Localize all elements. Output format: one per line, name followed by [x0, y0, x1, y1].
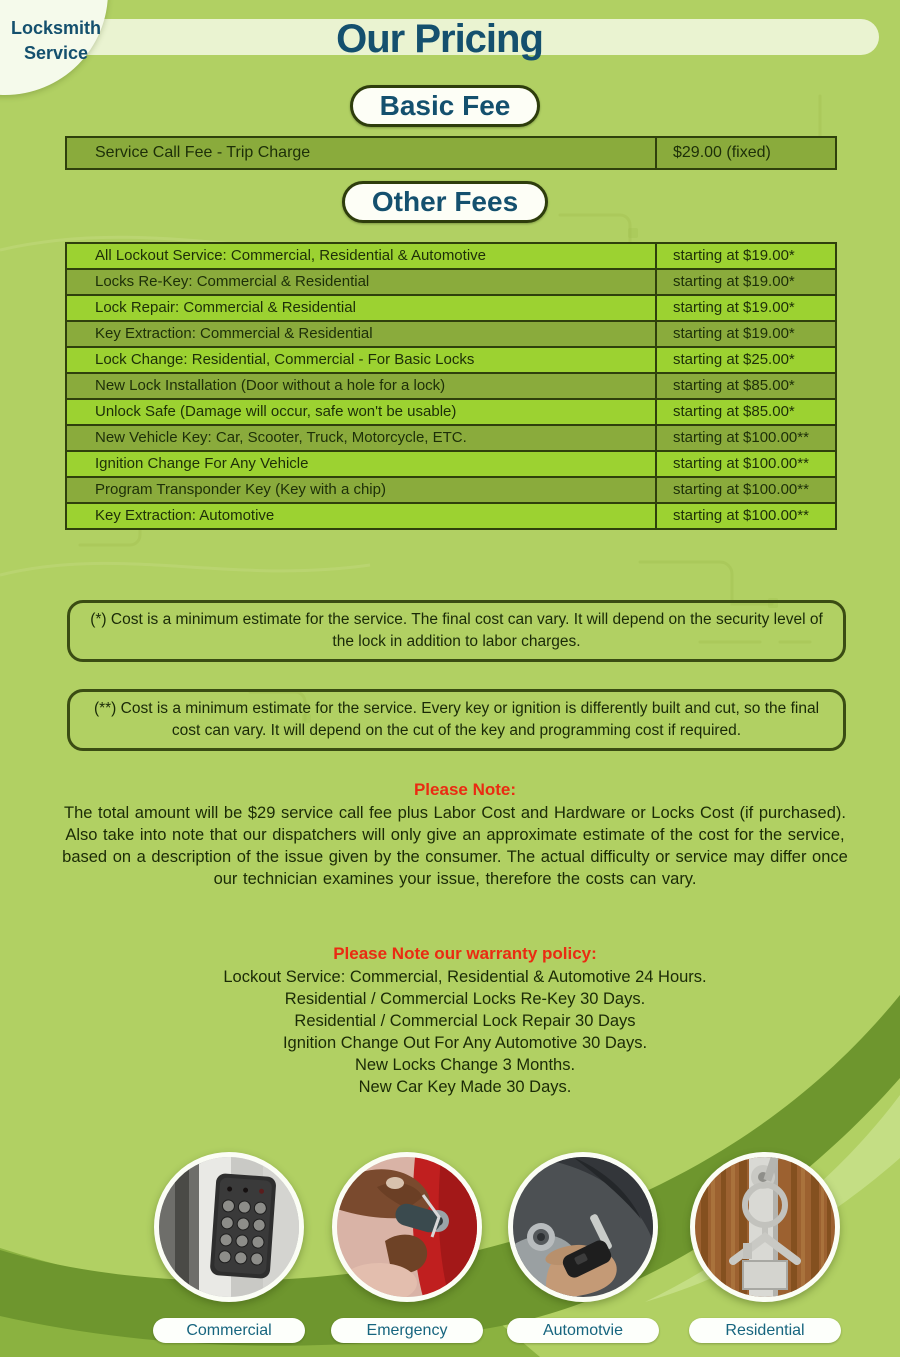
other-fees-table	[65, 242, 837, 530]
category-label-residential[interactable]: Residential	[689, 1318, 841, 1343]
warranty-line: Residential / Commercial Lock Repair 30 Days	[294, 1012, 636, 1030]
warranty-line: Residential / Commercial Locks Re-Key 30 Days.	[284, 990, 646, 1008]
automotive-photo	[508, 1152, 658, 1302]
fee-service: Lock Repair: Commercial & Residential	[67, 296, 657, 320]
warranty-line: Ignition Change Out For Any Automotive 30 Days.	[282, 1034, 648, 1052]
fee-price: starting at $100.00**	[673, 507, 809, 524]
fee-service: All Lockout Service: Commercial, Residential & Automotive	[67, 244, 657, 268]
commercial-photo	[154, 1152, 304, 1302]
fee-service: Key Extraction: Commercial & Residential	[67, 322, 657, 346]
table-row	[65, 450, 837, 478]
fee-price: starting at $100.00**	[673, 481, 809, 498]
table-row	[65, 424, 837, 452]
please-note-body: The total amount will be $29 service call fee plus Labor Cost and Hardware or Locks Cost (if purchased). Also take into note that our dispatchers will only give an approximate estimate of the cost for the service, based on a description of the issue given by the consumer. The actual difficulty or service may differ once our technician examines your issue, therefore the costs can vary.	[62, 804, 848, 888]
category-label-commercial[interactable]: Commercial	[153, 1318, 305, 1343]
please-note-heading: Please Note:	[413, 780, 517, 799]
table-row	[65, 136, 837, 170]
table-row	[65, 398, 837, 426]
table-row	[65, 372, 837, 400]
logo-line-2: Service	[23, 43, 89, 63]
note-single-asterisk: (*) Cost is a minimum estimate for the service. The final cost can vary. It will depend on the security level of the lock in addition to labor charges.	[67, 600, 846, 662]
fee-service: Locks Re-Key: Commercial & Residential	[67, 270, 657, 294]
basic-fee-heading: Basic Fee	[350, 85, 541, 127]
fee-service: New Vehicle Key: Car, Scooter, Truck, Motorcycle, ETC.	[67, 426, 657, 450]
category-label-automotive[interactable]: Automotvie	[507, 1318, 659, 1343]
swirl-line-decor	[0, 563, 370, 575]
category-label-emergency[interactable]: Emergency	[331, 1318, 483, 1343]
fee-service: Service Call Fee - Trip Charge	[67, 138, 657, 168]
fee-price: starting at $19.00*	[673, 247, 795, 264]
table-row	[65, 502, 837, 530]
fee-price: starting at $19.00*	[673, 299, 795, 316]
table-row	[65, 320, 837, 348]
fee-service: Ignition Change For Any Vehicle	[67, 452, 657, 476]
house-keychain-in-door-image	[695, 1157, 835, 1297]
fee-service: Program Transponder Key (Key with a chip)	[67, 478, 657, 502]
basic-fee-table	[65, 136, 837, 170]
fee-service: New Lock Installation (Door without a hole for a lock)	[67, 374, 657, 398]
fee-price: starting at $25.00*	[673, 351, 795, 368]
table-row	[65, 294, 837, 322]
fee-price: starting at $100.00**	[673, 429, 809, 446]
note-double-asterisk: (**) Cost is a minimum estimate for the service. Every key or ignition is differently built and cut, so the final cost can vary. It will depend on the cut of the key and programming cost if required.	[67, 689, 846, 751]
emergency-photo	[332, 1152, 482, 1302]
fee-price: $29.00 (fixed)	[673, 144, 771, 161]
table-row	[65, 346, 837, 374]
logo[interactable]	[4, 16, 108, 66]
hand-unlocking-car-door-image	[337, 1157, 477, 1297]
warranty-heading: Please Note our warranty policy:	[333, 944, 597, 963]
keypad-access-control-image	[159, 1157, 299, 1297]
fee-service: Unlock Safe (Damage will occur, safe won't be usable)	[67, 400, 657, 424]
table-row	[65, 476, 837, 504]
warranty-line: Lockout Service: Commercial, Residential & Automotive 24 Hours.	[223, 968, 707, 986]
residential-photo	[690, 1152, 840, 1302]
fee-price: starting at $85.00*	[673, 403, 795, 420]
fee-price: starting at $85.00*	[673, 377, 795, 394]
fee-price: starting at $19.00*	[673, 273, 795, 290]
warranty-policy-list	[35, 966, 895, 1098]
fee-service: Lock Change: Residential, Commercial - For Basic Locks	[67, 348, 657, 372]
flip-key-at-ignition-image	[513, 1157, 653, 1297]
logo-line-1: Locksmith	[10, 18, 102, 38]
fee-price: starting at $19.00*	[673, 325, 795, 342]
page-title: Our Pricing	[336, 17, 543, 61]
warranty-line: New Locks Change 3 Months.	[354, 1056, 576, 1074]
table-row	[65, 242, 837, 270]
fee-price: starting at $100.00**	[673, 455, 809, 472]
fee-service: Key Extraction: Automotive	[67, 504, 657, 528]
other-fees-heading: Other Fees	[342, 181, 548, 223]
table-row	[65, 268, 837, 296]
warranty-line: New Car Key Made 30 Days.	[358, 1078, 572, 1096]
